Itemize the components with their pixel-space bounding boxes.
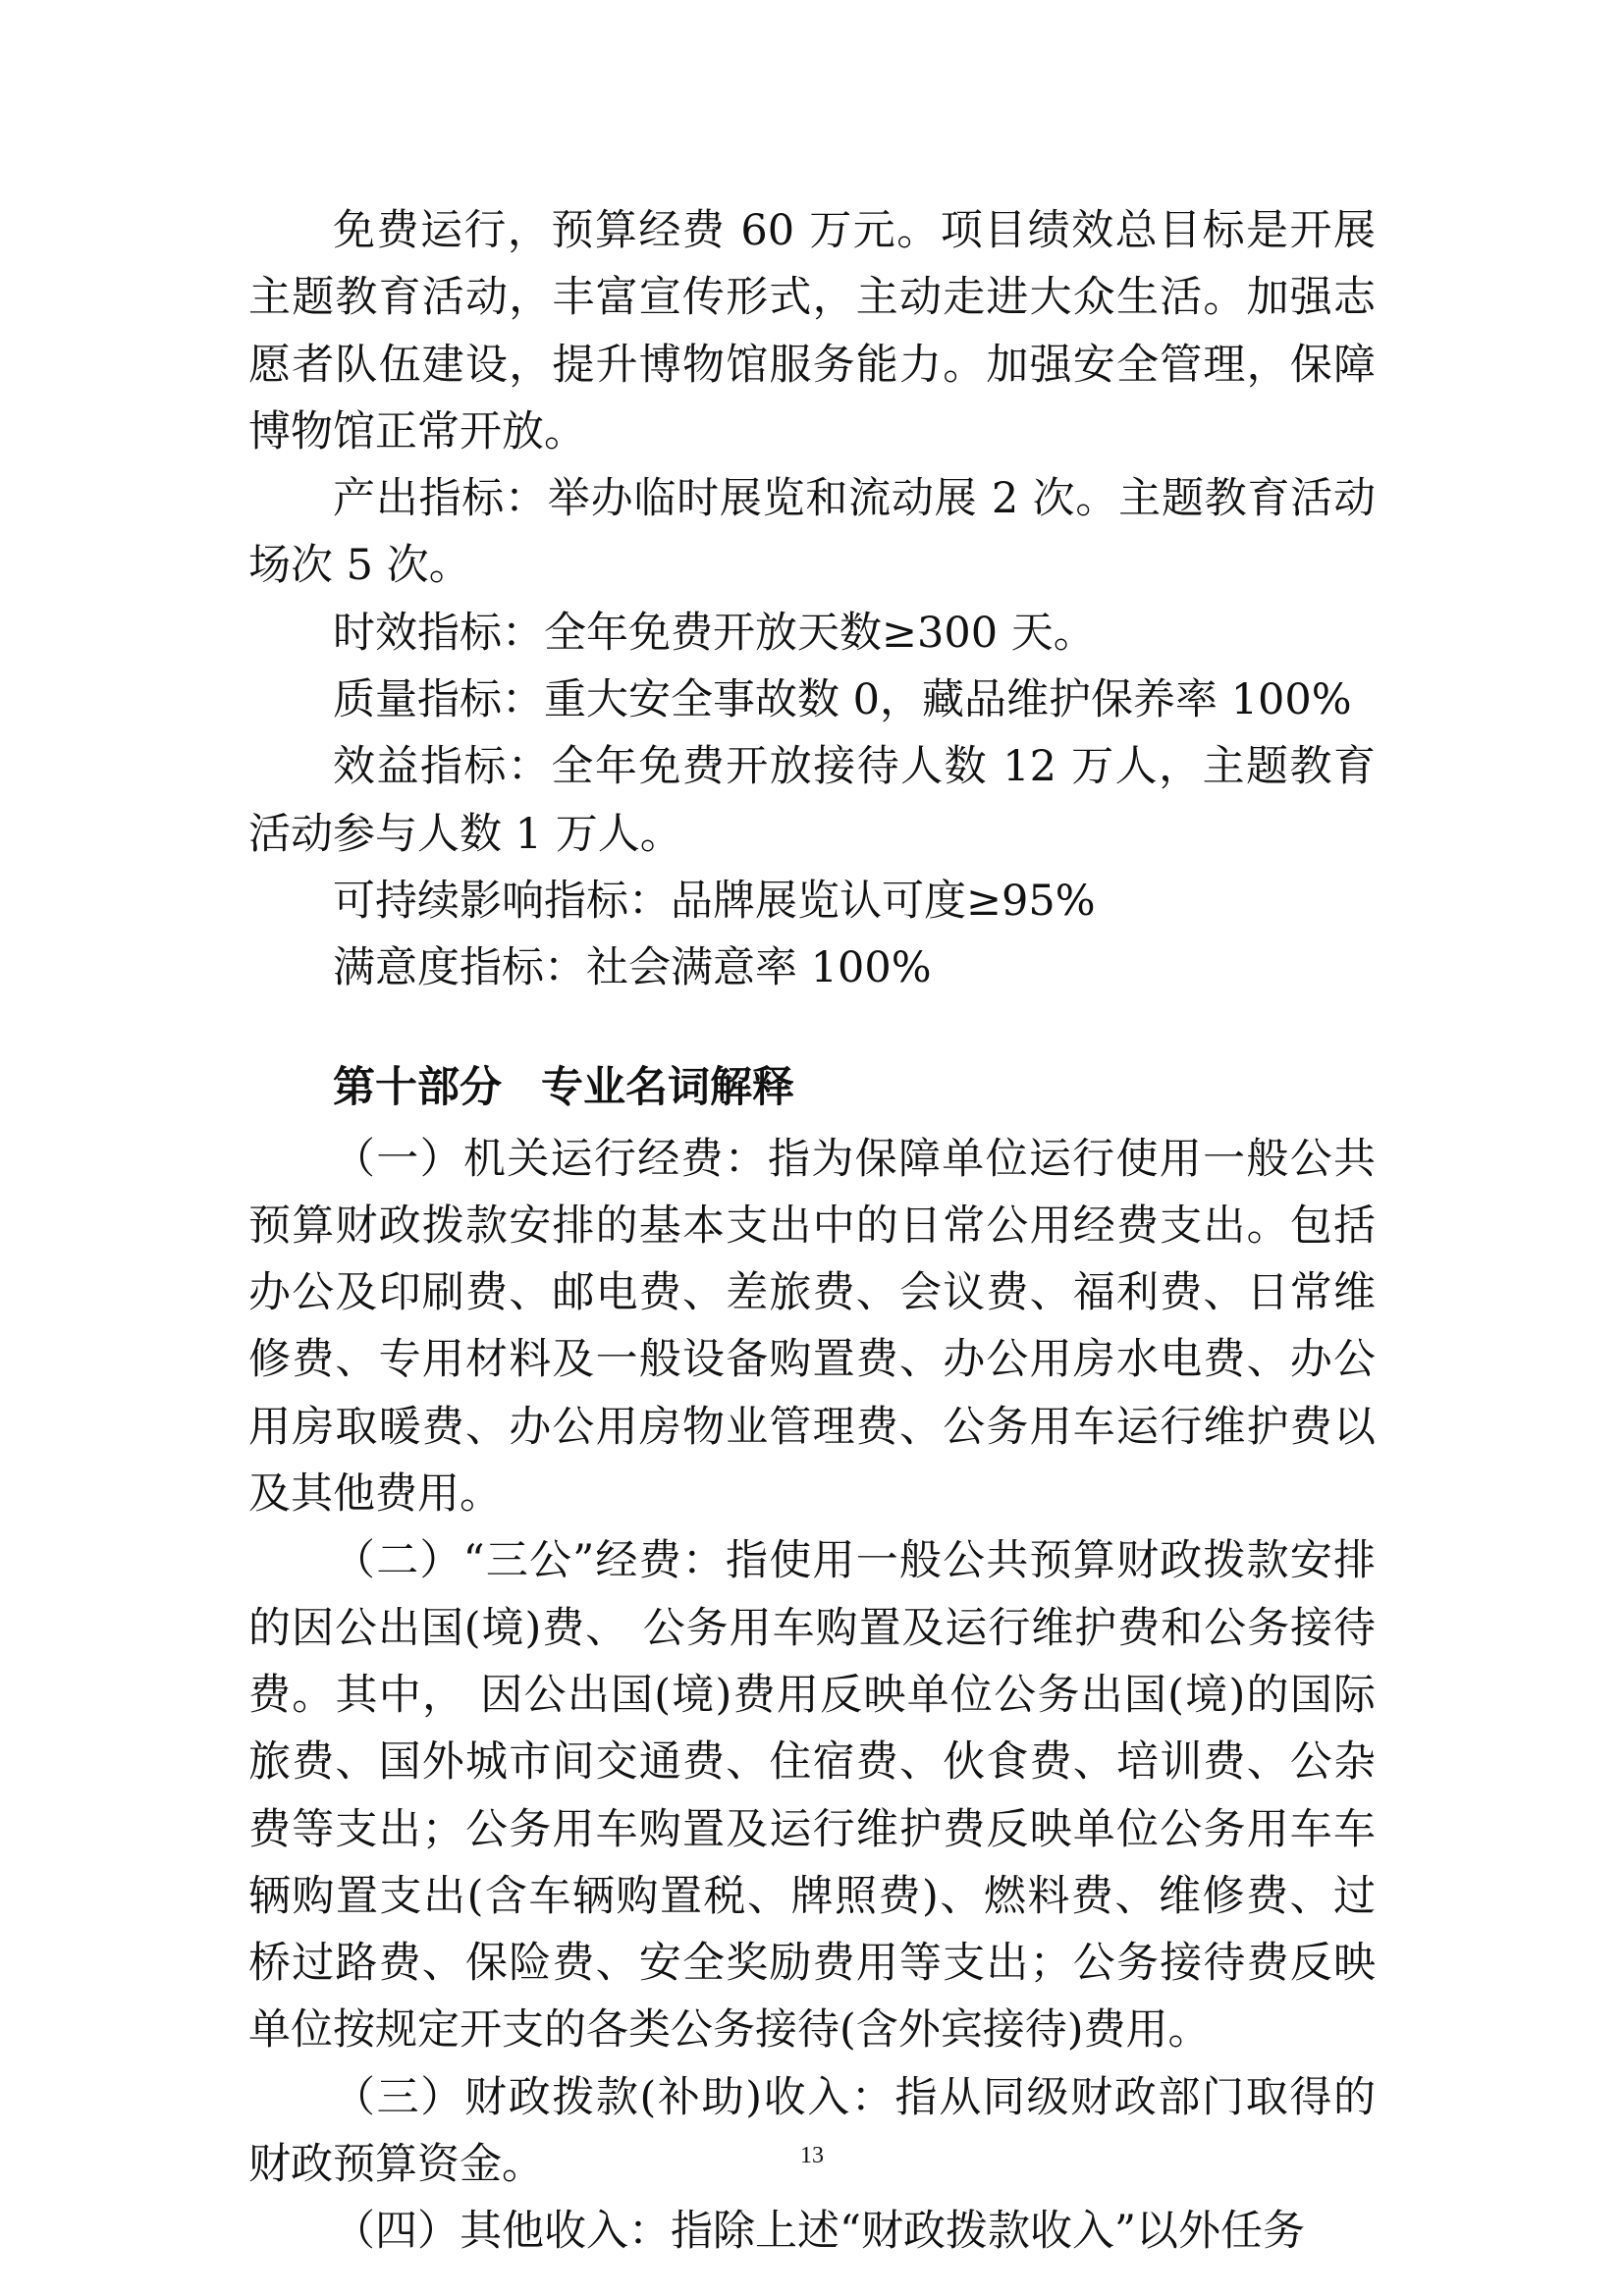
definition-item: （三）财政拨款(补助)收入：指从同级财政部门取得的财政预算资金。	[248, 2072, 1376, 2190]
page-number: 13	[800, 2143, 824, 2168]
definition-item: （二）“三公”经费：指使用一般公共预算财政拨款安排的因公出国(境)费、 公务用车购置及运行维护费和公务接待费。其中， 因公出国(境)费用反映单位公务出国(境)的国际旅费、国外城市间交通费、住宿费、伙食费、培训费、公杂费等支出；公务用车购置及运行维护费反映单位公务用车车辆购置支出(含车辆购置税、牌照费)、燃料费、维修费、过桥过路费、保险费、安全奖励费用等支出；公务接待费反映单位按规定开支的各类公务接待(含外宾接待)费用。	[248, 1536, 1376, 2056]
section-heading	[248, 1049, 1376, 1126]
metric-output: 产出指标：举办临时展览和流动展 2 次。主题教育活动场次 5 次。	[248, 474, 1376, 591]
definition-item: （一）机关运行经费：指为保障单位运行使用一般公共预算财政拨款安排的基本支出中的日常公用经费支出。包括办公及印刷费、邮电费、差旅费、会议费、福利费、日常维修费、专用材料及一般设备购置费、办公用房水电费、办公用房取暖费、办公用房物业管理费、公务用车运行维护费以及其他费用。	[248, 1134, 1376, 1520]
opening-paragraph: 免费运行，预算经费 60 万元。项目绩效总目标是开展主题教育活动，丰富宣传形式，主动走进大众生活。加强志愿者队伍建设，提升博物馆服务能力。加强安全管理，保障博物馆正常开放。	[248, 206, 1376, 456]
performance-metrics	[248, 465, 1376, 1001]
metric-benefit: 效益指标：全年免费开放接待人数 12 万人，主题教育活动参与人数 1 万人。	[248, 742, 1376, 859]
definitions-list	[248, 1126, 1376, 2266]
definition-item: （四）其他收入：指除上述“财政拨款收入”以外任务	[333, 2207, 1305, 2257]
metric-quality: 质量指标：重大安全事故数 0，藏品维护保养率 100%	[333, 675, 1352, 725]
page-body	[248, 197, 1376, 2266]
section-title: 专业名词解释	[541, 1062, 794, 1112]
metric-satisfaction: 满意度指标：社会满意率 100%	[333, 943, 932, 993]
metric-sustainability: 可持续影响指标：品牌展览认可度≥95%	[333, 876, 1096, 926]
metric-timeliness: 时效指标：全年免费开放天数≥300 天。	[333, 608, 1096, 658]
section-part-label: 第十部分	[333, 1062, 502, 1112]
